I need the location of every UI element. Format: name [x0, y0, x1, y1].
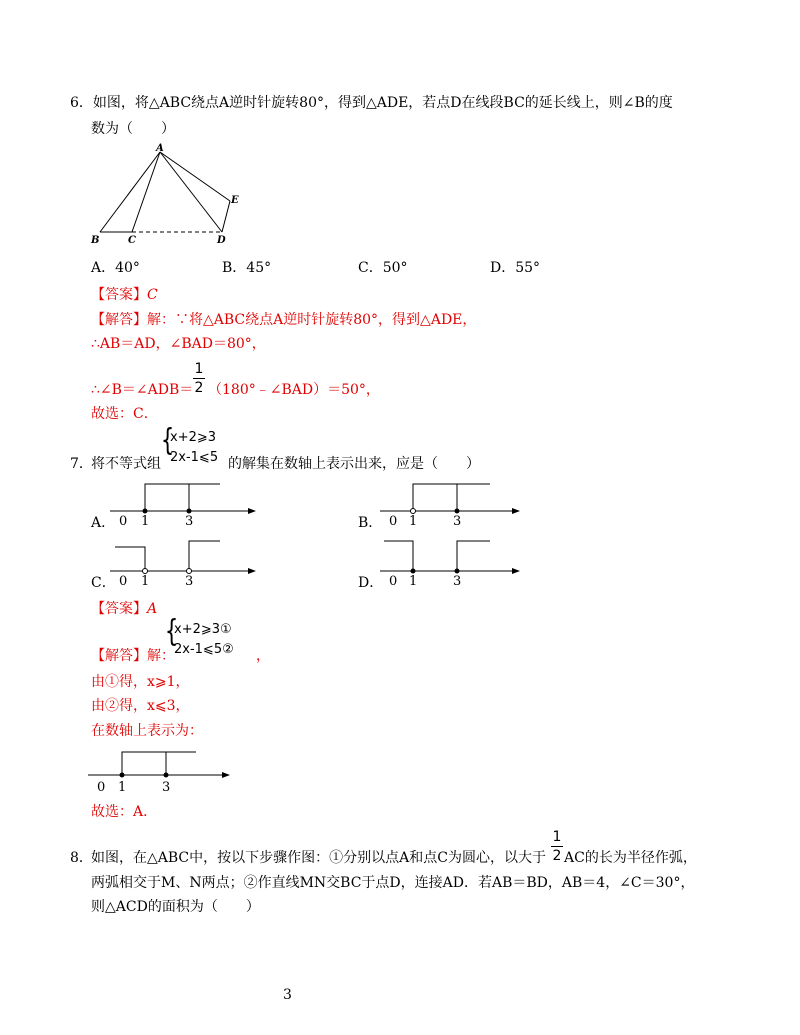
q6-analysis-line-1	[91, 311, 476, 329]
q7-sol-tick-0: 0	[97, 780, 106, 795]
q6-label-b: B	[91, 235, 100, 246]
q6-option-d: D．55°	[490, 260, 541, 276]
q7-a-tick-1: 1	[141, 514, 150, 529]
q7-number: 7．	[70, 456, 93, 472]
q7-option-a-label: A．	[91, 515, 116, 531]
q7-option-c-label: C．	[91, 575, 116, 591]
q7-step-2: 由②得，x⩽3，	[91, 698, 190, 714]
q7-a-tick-0: 0	[119, 514, 128, 529]
q7-sys-suffix: ，	[256, 648, 270, 664]
q6-analysis-3a: ∴∠B＝∠ADB＝	[91, 382, 194, 398]
q6-conclusion: 故选：C．	[91, 406, 158, 422]
q6-frac-den: 2	[194, 380, 204, 396]
q6-stem-2: 数为（ ）	[91, 121, 175, 137]
q7-answer-line	[91, 600, 157, 618]
q7-stem-a: 将不等式组	[91, 456, 161, 472]
q7-answer-tag: 【答案】	[91, 601, 147, 617]
q6-option-c: C．50°	[358, 260, 408, 276]
q8-fraction	[551, 830, 563, 863]
q7-c-tick-1: 1	[141, 574, 150, 589]
q6-number: 6．	[70, 95, 93, 111]
q7-sys-2: 2x-1⩽5	[170, 450, 219, 465]
q7-sol-tick-3: 3	[162, 780, 171, 795]
q6-analysis-3b: （180°﹣∠BAD）＝50°，	[208, 382, 380, 398]
q7-number-line-c	[110, 541, 260, 591]
q7-number-line-d	[380, 541, 530, 591]
q7-analysis-system	[174, 622, 234, 658]
q7-number-line-a	[110, 481, 260, 531]
q7-step-1: 由①得，x⩾1，	[91, 674, 190, 690]
q6-answer-line	[91, 286, 158, 304]
q8-line-2: 两弧相交于M、N两点；②作直线MN交BC于点D，连接AD．若AB＝BD，AB＝4，∠C＝30°，	[91, 875, 695, 891]
q6-line-1	[70, 94, 673, 112]
q6-fraction	[193, 362, 205, 395]
q6-analysis-1: 解：∵将△ABC绕点A逆时针旋转80°，得到△ADE，	[147, 312, 477, 328]
q7-number-line-b	[380, 481, 530, 531]
q7-analysis-prefix: 解：	[147, 648, 175, 664]
q7-c-tick-3: 3	[185, 574, 194, 589]
q7-conclusion: 故选：A．	[91, 804, 158, 820]
q6-label-d: D	[217, 235, 226, 246]
q7-sys-a2: 2x-1⩽5②	[174, 642, 234, 657]
q6-triangle-figure	[88, 143, 248, 246]
q7-brace: {	[160, 423, 175, 458]
q7-analysis-tag: 【解答】	[91, 648, 147, 664]
q7-b-tick-0: 0	[389, 514, 398, 529]
q7-stem-b: 的解集在数轴上表示出来，应是（ ）	[228, 456, 480, 472]
q7-answer: A	[147, 601, 158, 617]
q8-line-1b: AC的长为半径作弧，	[564, 850, 697, 866]
q6-label-a: A	[156, 143, 164, 154]
q8-line-1a: 如图，在△ABC中，按以下步骤作图：①分别以点A和点C为圆心，以大于	[91, 850, 546, 866]
q6-frac-num: 1	[194, 361, 204, 377]
q6-analysis-2: ∴AB＝AD，∠BAD＝80°，	[91, 336, 266, 352]
q6-answer-tag: 【答案】	[91, 287, 147, 303]
q7-option-d-label: D．	[358, 575, 384, 591]
q8-line-3: 则△ACD的面积为（ ）	[91, 899, 260, 915]
q6-answer: C	[147, 287, 158, 303]
q7-c-tick-0: 0	[119, 574, 128, 589]
q7-sol-tick-1: 1	[118, 780, 127, 795]
q7-option-b-label: B．	[358, 515, 383, 531]
q7-d-tick-1: 1	[409, 574, 418, 589]
q7-d-tick-0: 0	[389, 574, 398, 589]
page-number: 3	[283, 987, 292, 1003]
q6-option-b: B．45°	[222, 260, 272, 276]
q7-solution-number-line	[88, 747, 248, 797]
q7-analysis-line	[91, 647, 175, 665]
q7-d-tick-3: 3	[453, 574, 462, 589]
q7-b-tick-3: 3	[453, 514, 462, 529]
q6-option-a: A．40°	[91, 260, 140, 276]
q7-system	[170, 430, 218, 466]
q7-sys-a1: x+2⩾3①	[174, 622, 232, 637]
q8-frac-num: 1	[552, 829, 562, 845]
q7-analysis-brace: {	[164, 614, 179, 649]
q7-a-tick-3: 3	[185, 514, 194, 529]
q8-frac-den: 2	[552, 848, 562, 864]
q6-analysis-tag: 【解答】	[91, 312, 147, 328]
q6-stem-1: 如图，将△ABC绕点A逆时针旋转80°，得到△ADE，若点D在线段BC的延长线上，则∠B的度	[92, 95, 673, 111]
q7-sys-1: x+2⩾3	[170, 430, 217, 445]
q6-label-e: E	[231, 195, 239, 206]
q8-number: 8．	[70, 850, 93, 866]
q7-b-tick-1: 1	[409, 514, 418, 529]
q6-label-c: C	[128, 235, 136, 246]
q7-step-3: 在数轴上表示为：	[91, 723, 203, 739]
